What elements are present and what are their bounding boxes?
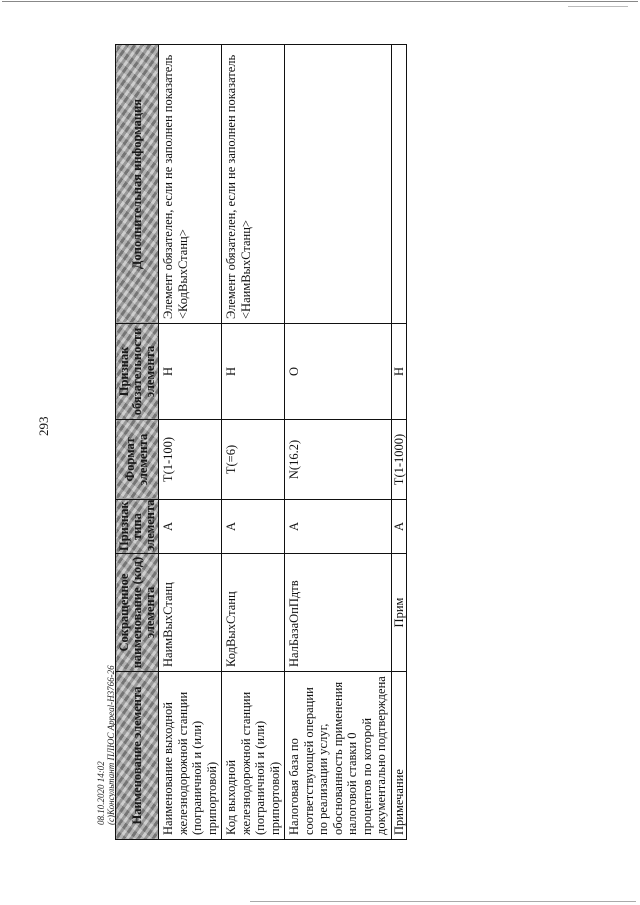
- header-cell-code: Сокращенное наименование (код) элемента: [116, 554, 159, 672]
- cell-required: О: [285, 324, 392, 420]
- cell-required: Н: [222, 324, 285, 420]
- header-cell-required: Признак обязательности элемента: [116, 324, 159, 420]
- cell-name: Наименование выходной железнодорожной станции (пограничной и (или) припортовой): [159, 672, 222, 840]
- top-rule-end: [568, 6, 628, 7]
- cell-code: НаимВыхСтанц: [159, 554, 222, 672]
- bottom-rule: [250, 901, 636, 902]
- table-row: [391, 45, 407, 840]
- cell-info: [391, 45, 407, 324]
- rotated-page-content: [115, 45, 406, 840]
- header-cell-info: Дополнительная информация: [116, 45, 159, 324]
- cell-name: Налоговая база по соответствующей операции по реализации услуг, обоснованность применения налоговой ставки 0 процентов по которой документально подтверждена: [285, 672, 392, 840]
- cell-format: T(=6): [222, 420, 285, 500]
- table-row: [222, 45, 285, 840]
- cell-type: А: [159, 500, 222, 554]
- cell-code: Прим: [391, 554, 407, 672]
- cell-required: Н: [391, 324, 407, 420]
- footer-stamp: [96, 665, 116, 825]
- footer-date: 08.10.2020 14:02: [96, 761, 106, 825]
- top-rule: [2, 1, 638, 2]
- header-cell-name: Наименование элемента: [116, 672, 159, 840]
- table-header-row: [116, 45, 159, 840]
- cell-name: Примечание: [391, 672, 407, 840]
- cell-info: Элемент обязателен, если не заполнен показатель <НаимВыхСтанц>: [222, 45, 285, 324]
- cell-type: А: [222, 500, 285, 554]
- cell-format: T(1-100): [159, 420, 222, 500]
- cell-format: T(1-1000): [391, 420, 407, 500]
- cell-info: [285, 45, 392, 324]
- cell-format: N(16.2): [285, 420, 392, 500]
- cell-type: А: [391, 500, 407, 554]
- cell-required: Н: [159, 324, 222, 420]
- table-row: [159, 45, 222, 840]
- cell-type: А: [285, 500, 392, 554]
- element-table: [115, 44, 407, 840]
- table-row: [285, 45, 392, 840]
- header-cell-type: Признак типа элемента: [116, 500, 159, 554]
- header-cell-format: Формат элемента: [116, 420, 159, 500]
- cell-name: Код выходной железнодорожной станции (пограничной и (или) припортовой): [222, 672, 285, 840]
- cell-code: НалБазаОпПдтв: [285, 554, 392, 672]
- cell-code: КодВыхСтанц: [222, 554, 285, 672]
- footer-source: (c)Консультант ПЛЮС Appeal-H3766-26: [106, 665, 116, 825]
- page-number: 293: [36, 416, 51, 436]
- cell-info: Элемент обязателен, если не заполнен показатель <КодВыхСтанц>: [159, 45, 222, 324]
